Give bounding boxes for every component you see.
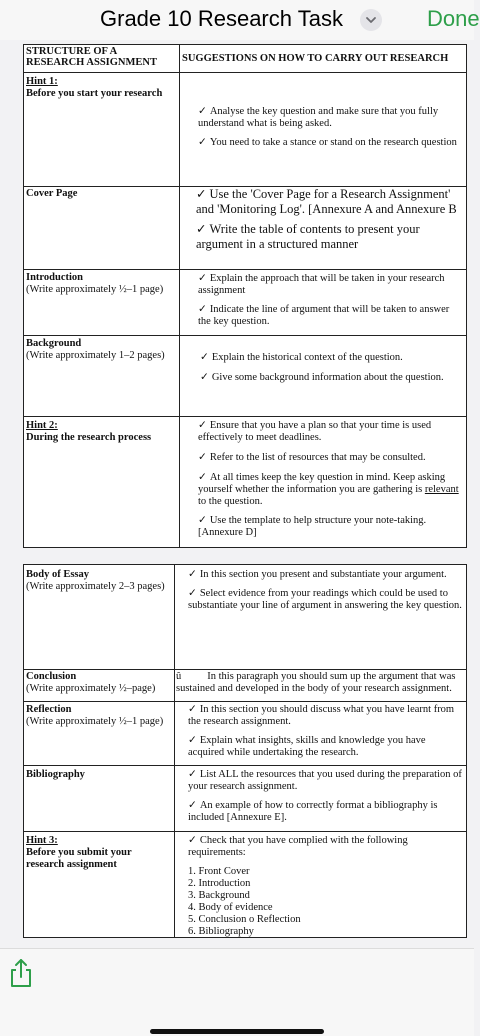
conclusion-length: (Write approximately ½–page): [26, 683, 156, 694]
check-icon: ✓: [198, 472, 207, 483]
check-icon: ✓: [198, 106, 207, 117]
check-icon: ✓: [198, 515, 207, 526]
background-bullet: ✓ Explain the historical context of the question.: [200, 352, 403, 363]
chevron-down-icon: [366, 17, 376, 24]
body-label: Body of Essay: [26, 569, 90, 580]
hint1-label: Hint 1:: [26, 76, 58, 87]
hint2-bullet: ✓ Use the template to help structure your note-taking. [Annexure D]: [198, 515, 427, 538]
list-item: 4. Body of evidence: [188, 902, 273, 913]
relevant-link[interactable]: relevant: [424, 484, 459, 495]
check-icon: ✓: [196, 222, 207, 236]
hint2-bullet: ✓ Ensure that you have a plan so that your time is used effectively to meet deadlines.: [198, 420, 432, 443]
background-bullet: ✓ Give some background information about the question.: [200, 372, 444, 383]
bullet-marker-icon: û: [176, 671, 182, 682]
home-indicator: [150, 1029, 324, 1034]
intro-bullet: ✓ Indicate the line of argument that will be taken to answer the key question.: [198, 304, 450, 327]
cover-bullet: ✓ Use the 'Cover Page for a Research Assignment' and 'Monitoring Log'. [Annexure A and Annexure B: [196, 187, 457, 216]
cover-page-label: Cover Page: [26, 188, 78, 199]
hint3-bullet: ✓ Check that you have complied with the following requirements:: [188, 835, 408, 858]
row-divider: [24, 701, 466, 702]
reflection-bullet: ✓ Explain what insights, skills and knowledge you have acquired while undertaking the research.: [188, 735, 426, 758]
cover-bullet: ✓ Write the table of contents to present your argument in a structured manner: [196, 222, 420, 251]
check-icon: ✓: [198, 452, 207, 463]
hint2-bullet: ✓ Refer to the list of resources that may be consulted.: [198, 452, 426, 463]
list-item: 2. Introduction: [188, 878, 251, 889]
check-icon: ✓: [188, 835, 197, 846]
hint1-bullet: ✓ Analyse the key question and make sure that you fully understand what is being asked.: [198, 106, 439, 129]
reflection-bullet: ✓ In this section you should discuss what you have learnt from the research assignment.: [188, 704, 455, 727]
research-table-page-1: [23, 44, 467, 548]
reflection-label: Reflection: [26, 704, 72, 715]
hint2-title: During the research process: [26, 432, 152, 443]
row-divider: [24, 416, 466, 417]
check-icon: ✓: [188, 704, 197, 715]
conclusion-text: û In this paragraph you should sum up the argument that was sustained and developed in the body of your research assignment.: [176, 671, 456, 694]
check-icon: ✓: [188, 769, 197, 780]
row-divider: [24, 72, 466, 73]
hint3-label: Hint 3:: [26, 835, 58, 846]
check-icon: ✓: [198, 273, 207, 284]
conclusion-label: Conclusion: [26, 671, 77, 682]
bibliography-bullet: ✓ List ALL the resources that you used during the preparation of your research assignment.: [188, 769, 462, 792]
row-divider: [24, 335, 466, 336]
hint2-label: Hint 2:: [26, 420, 58, 431]
list-item: 6. Bibliography: [188, 926, 254, 937]
list-item: 3. Background: [188, 890, 250, 901]
document-title[interactable]: Grade 10 Research Task: [100, 6, 343, 31]
row-divider: [24, 669, 466, 670]
list-item: 1. Front Cover: [188, 866, 250, 877]
check-icon: ✓: [198, 304, 207, 315]
done-button[interactable]: Done: [427, 6, 480, 31]
introduction-label: Introduction: [26, 272, 83, 283]
row-divider: [24, 765, 466, 766]
bibliography-label: Bibliography: [26, 769, 85, 780]
header-suggestions: SUGGESTIONS ON HOW TO CARRY OUT RESEARCH: [182, 53, 449, 64]
title-menu-button[interactable]: [360, 9, 382, 31]
share-button[interactable]: [8, 958, 34, 993]
hint2-bullet: ✓ At all times keep the key question in mind. Keep asking yourself whether the information you are gathering is relevant to the question.: [198, 472, 459, 507]
hint1-title: Before you start your research: [26, 88, 163, 99]
intro-bullet: ✓ Explain the approach that will be taken in your research assignment: [198, 273, 445, 296]
hint1-bullet: ✓ You need to take a stance or stand on the research question: [198, 137, 457, 148]
hint3-title: Before you submit your research assignment: [26, 847, 132, 870]
check-icon: ✓: [188, 800, 197, 811]
nav-bar: [0, 0, 480, 40]
research-table-page-2: [23, 564, 467, 938]
check-icon: ✓: [198, 137, 207, 148]
row-divider: [24, 269, 466, 270]
introduction-length: (Write approximately ½–1 page): [26, 284, 164, 295]
share-icon: [8, 958, 34, 988]
bibliography-bullet: ✓ An example of how to correctly format a bibliography is included [Annexure E].: [188, 800, 438, 823]
header-structure: STRUCTURE OF A RESEARCH ASSIGNMENT: [26, 46, 157, 68]
list-item: 5. Conclusion o Reflection: [188, 914, 301, 925]
body-length: (Write approximately 2–3 pages): [26, 581, 165, 592]
check-icon: ✓: [188, 735, 197, 746]
check-icon: ✓: [196, 187, 207, 201]
check-icon: ✓: [188, 588, 197, 599]
background-length: (Write approximately 1–2 pages): [26, 350, 165, 361]
reflection-length: (Write approximately ½–1 page): [26, 716, 164, 727]
body-bullet: ✓ In this section you present and substantiate your argument.: [188, 569, 447, 580]
check-icon: ✓: [200, 372, 209, 383]
background-label: Background: [26, 338, 82, 349]
check-icon: ✓: [188, 569, 197, 580]
bottom-toolbar: [0, 948, 474, 1036]
requirements-list: [188, 866, 458, 938]
row-divider: [24, 831, 466, 832]
column-divider: [179, 45, 180, 547]
body-bullet: ✓ Select evidence from your readings which could be used to substantiate your line of argument in answering the key question.: [188, 588, 462, 611]
column-divider: [174, 565, 175, 937]
check-icon: ✓: [198, 420, 207, 431]
check-icon: ✓: [200, 352, 209, 363]
